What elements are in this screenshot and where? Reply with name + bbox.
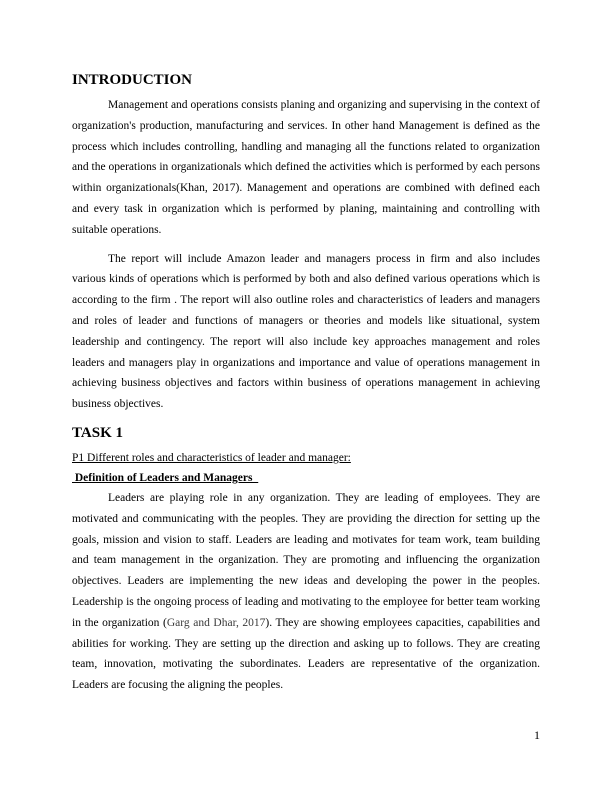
page-number: 1 — [534, 728, 540, 742]
p1-subheading: P1 Different roles and characteristics of leader and manager: — [72, 451, 351, 464]
task1-heading: TASK 1 — [72, 424, 123, 441]
definition-heading: Definition of Leaders and Managers — [72, 471, 259, 484]
intro-paragraph-2: The report will include Amazon leader and managers process in firm and also includes various kinds of operations which is performed by both and also defined various operations which is according to the firm . The report will also outline roles and characteristics of leaders and managers and roles of leader and functions of managers or theories and models like situational, system leadership and contingency. The report will also include key approaches management and roles leaders and managers play in organizations and importance and value of operations management in achieving business objectives and factors within business of operations management in achieving business objectives. — [72, 252, 540, 411]
leaders-paragraph-text-2: ). They are showing employees capacities, capabilities and abilities for working. They are setting up the direction and asking up to follows. They are creating team, innovation, motivating the subordinates. Leaders are representative of the organization. Leaders are focusing the aligning the peoples. — [72, 616, 540, 692]
page-content — [72, 70, 540, 696]
leaders-paragraph — [72, 488, 540, 696]
leaders-paragraph-text-1: Leaders are playing role in any organization. They are leading of employees. They are motivated and communicating with the peoples. They are providing the direction for setting up the goals, mission and vision to staff. Leaders are leading and motivates for team work, team building and team management in the organization. They are promoting and influencing the organization objectives. Leaders are implementing the new ideas and developing the power in the peoples. Leadership is the ongoing process of leading and motivating to the employee for better team working in the organization ( — [72, 491, 540, 629]
intro-paragraph-1: Management and operations consists planing and organizing and supervising in the context of organization's production, manufacturing and services. In other hand Management is defined as the process which includes controlling, handling and managing all the functions related to organization and the operations in organizationals which defined the activities which is performed by each persons within organizationals(Khan, 2017). Management and operations are combined with defined each and every task in organization which is performed by planing, maintaining and controlling with suitable operations. — [72, 99, 540, 236]
section-spacer — [72, 415, 540, 423]
introduction-heading: INTRODUCTION — [72, 72, 193, 88]
paragraph-spacer — [72, 241, 540, 249]
citation-garg-dhar: Garg and Dhar, 2017 — [166, 616, 266, 629]
